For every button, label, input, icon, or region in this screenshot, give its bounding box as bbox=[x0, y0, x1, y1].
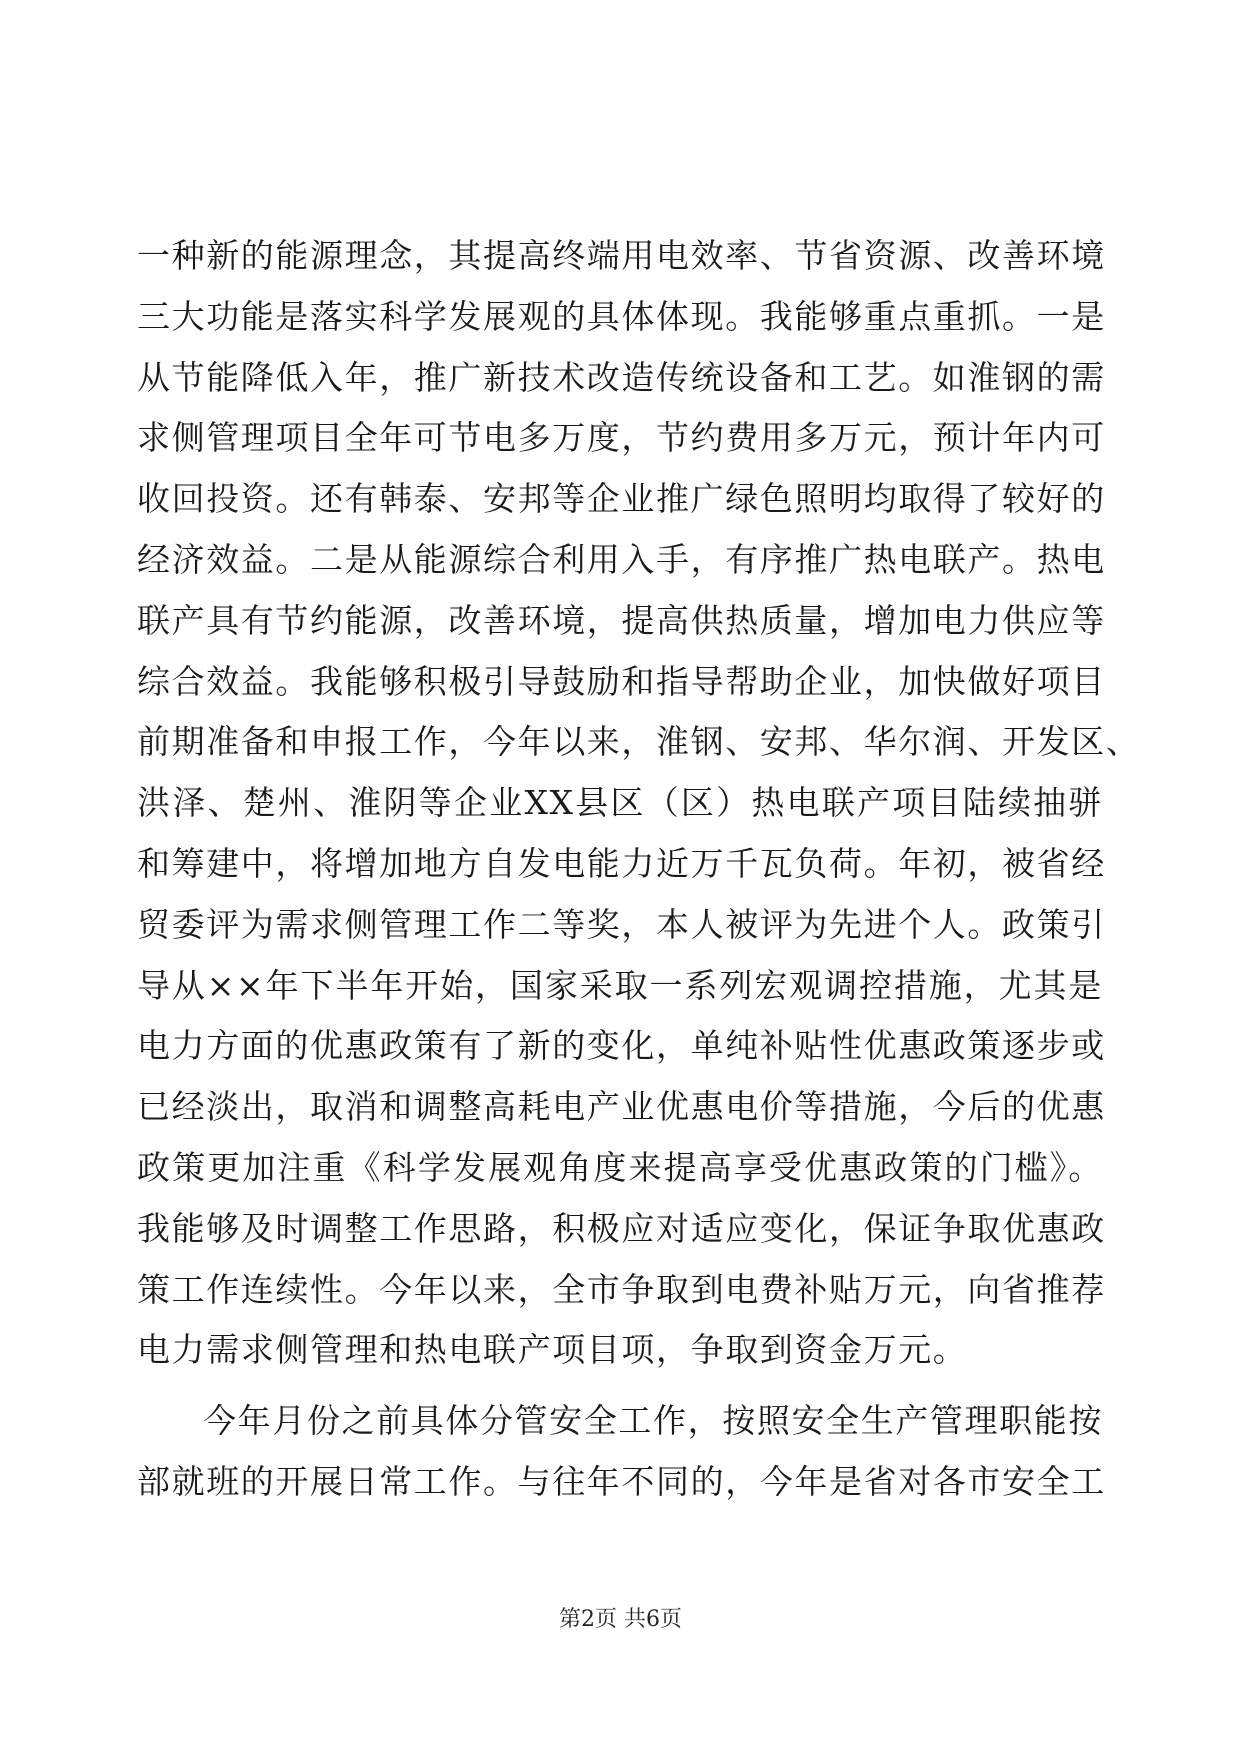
paragraph-line: 三大功能是落实科学发展观的具体体现。我能够重点重抓。一是 bbox=[137, 296, 1106, 336]
paragraph-line: 部就班的开展日常工作。与往年不同的，今年是省对各市安全工 bbox=[137, 1461, 1106, 1501]
paragraph-line: 电力需求侧管理和热电联产项目项，争取到资金万元。 bbox=[137, 1330, 968, 1370]
paragraph-line: 从节能降低入年，推广新技术改造传统设备和工艺。如淮钢的需 bbox=[137, 357, 1106, 397]
paragraph-line: 策工作连续性。今年以来，全市争取到电费补贴万元，向省推荐 bbox=[137, 1269, 1106, 1309]
paragraph-line: 和筹建中，将增加地方自发电能力近万千瓦负荷。年初，被省经 bbox=[137, 843, 1106, 883]
paragraph-line: 电力方面的优惠政策有了新的变化，单纯补贴性优惠政策逐步或 bbox=[137, 1026, 1106, 1066]
paragraph-line: 经济效益。二是从能源综合利用入手，有序推广热电联产。热电 bbox=[137, 539, 1106, 579]
paragraph-line: 收回投资。还有韩泰、安邦等企业推广绿色照明均取得了较好的 bbox=[137, 479, 1106, 519]
paragraph-line: 一种新的能源理念，其提高终端用电效率、节省资源、改善环境 bbox=[137, 236, 1106, 275]
paragraph-line: 联产具有节约能源，改善环境，提高供热质量，增加电力供应等 bbox=[137, 600, 1106, 640]
paragraph-1 bbox=[137, 226, 1141, 1381]
paragraph-line: 求侧管理项目全年可节电多万度，节约费用多万元，预计年内可 bbox=[137, 418, 1106, 458]
paragraph-line: 前期准备和申报工作，今年以来，淮钢、安邦、华尔润、开发区、 bbox=[137, 722, 1141, 762]
paragraph-line: 今年月份之前具体分管安全工作，按照安全生产管理职能按 bbox=[203, 1401, 1103, 1441]
paragraph-line: 我能够及时调整工作思路，积极应对适应变化，保证争取优惠政 bbox=[137, 1208, 1106, 1248]
paragraph-line: 综合效益。我能够积极引导鼓励和指导帮助企业，加快做好项目 bbox=[137, 661, 1106, 701]
document-body bbox=[137, 226, 1141, 1513]
paragraph-line: 洪泽、楚州、淮阴等企业XX县区（区）热电联产项目陆续抽骈 bbox=[137, 783, 1103, 823]
paragraph-line: 已经淡出，取消和调整高耗电产业优惠电价等措施，今后的优惠 bbox=[137, 1087, 1106, 1127]
paragraph-gap bbox=[137, 1381, 1103, 1391]
page-footer bbox=[0, 1605, 1241, 1635]
paragraph-line: 导从××年下半年开始，国家采取一系列宏观调控措施，尤其是 bbox=[137, 965, 1103, 1005]
paragraph-2 bbox=[137, 1391, 1106, 1513]
paragraph-line: 贸委评为需求侧管理工作二等奖，本人被评为先进个人。政策引 bbox=[137, 904, 1106, 944]
page-number: 第2页 共6页 bbox=[559, 1607, 682, 1632]
paragraph-line: 政策更加注重《科学发展观角度来提高享受优惠政策的门槛》。 bbox=[137, 1147, 1103, 1187]
